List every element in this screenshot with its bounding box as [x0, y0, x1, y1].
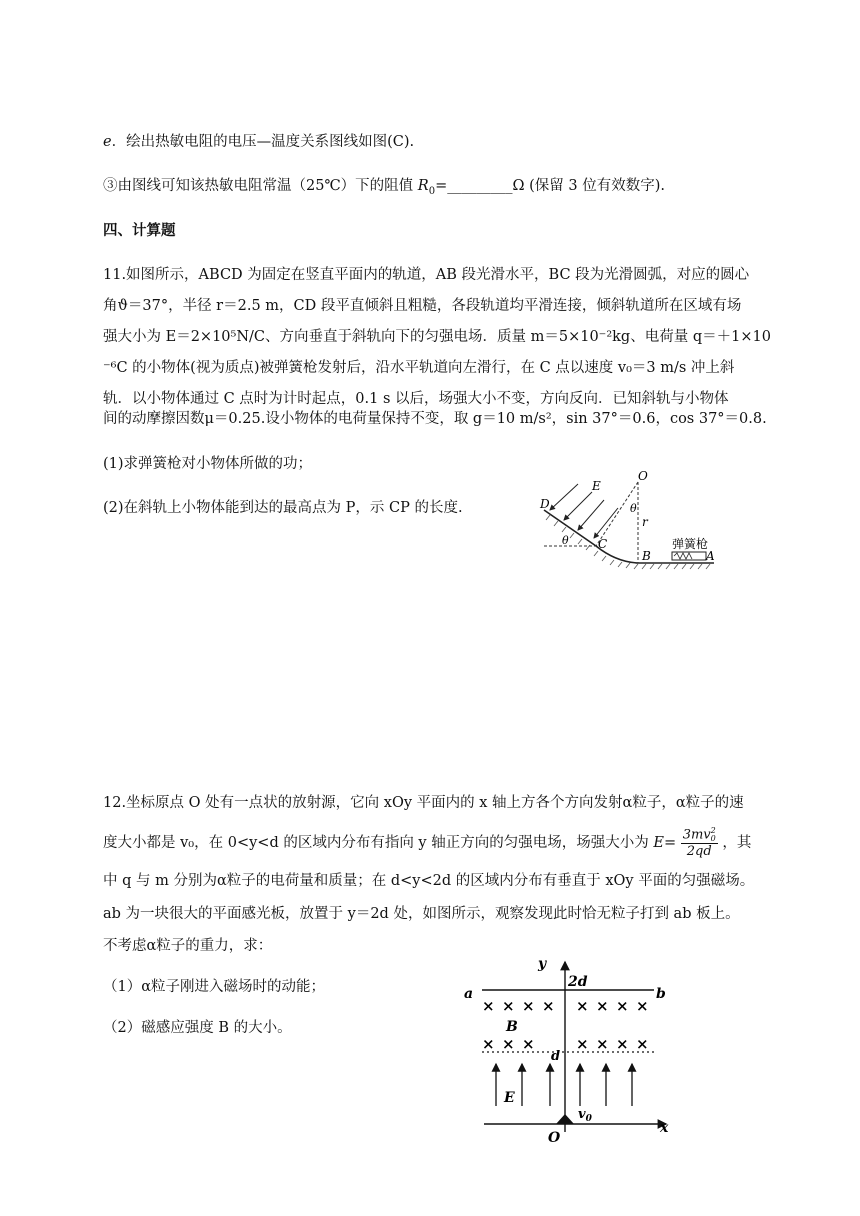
- svg-text:×: ×: [636, 1035, 649, 1053]
- spring-icon: [674, 553, 692, 559]
- q12-line-5: 不考虑α粒子的重力，求：: [103, 938, 273, 954]
- label-D: D: [540, 497, 550, 511]
- svg-text:×: ×: [616, 997, 629, 1015]
- label-E: E: [504, 1090, 515, 1106]
- svg-text:×: ×: [502, 997, 515, 1015]
- q12-line-3: 中 q 与 m 分别为α粒子的电荷量和质量；在 d<y<2d 的区域内分布有垂直于 xOy 平面的匀强磁场。: [103, 873, 755, 889]
- q11-line-4: ⁻⁶C 的小物体(视为质点)被弹簧枪发射后，沿水平轨道向左滑行，在 C 点以速度 v₀＝3 m/s 冲上斜: [103, 360, 735, 376]
- step-3-line: [103, 175, 665, 203]
- svg-text:×: ×: [522, 1035, 535, 1053]
- section-heading: 四、计算题: [103, 223, 176, 239]
- step-e-prefix: e: [103, 134, 112, 150]
- svg-text:×: ×: [576, 997, 589, 1015]
- label-B: B: [506, 1019, 518, 1035]
- label-x: x: [660, 1120, 669, 1136]
- label-A: A: [706, 549, 715, 563]
- formula-num: 3mv: [682, 827, 711, 843]
- q12-line-2: [103, 827, 751, 857]
- formula-den: 2qd: [686, 844, 712, 859]
- label-B: B: [642, 549, 651, 563]
- q11-line-3: 强大小为 E＝2×10⁵N/C、方向垂直于斜轨向下的匀强电场．质量 m＝5×10⁻²kg、电荷量 q＝＋1×10: [103, 329, 771, 345]
- label-y: y: [538, 956, 547, 972]
- q12-sub-1: （1）α粒子刚进入磁场时的动能；: [103, 979, 326, 995]
- svg-text:×: ×: [636, 997, 649, 1015]
- step-3-text-a: ③由图线可知该热敏电阻常温（25℃）下的阻值: [103, 178, 418, 194]
- svg-text:×: ×: [596, 1035, 609, 1053]
- q11-track-figure: [534, 470, 718, 570]
- label-v0: $v_0$: [578, 1107, 592, 1124]
- q12-field-figure: [460, 956, 674, 1144]
- q12-line-2b: ，其: [722, 835, 752, 851]
- radiation-source: [556, 1114, 574, 1124]
- e-field-arrows: [550, 484, 618, 538]
- svg-text:×: ×: [542, 997, 555, 1015]
- label-r: r: [642, 515, 648, 529]
- e-field-arrows: [496, 1064, 632, 1106]
- formula-sup: 2: [710, 826, 716, 835]
- label-theta-top: θ: [630, 502, 637, 515]
- step-3-sub: 0: [428, 185, 436, 197]
- q12-line-1: 12.坐标原点 O 处有一点状的放射源，它向 xOy 平面内的 x 轴上方各个方向发射α粒子，α粒子的速: [103, 795, 744, 811]
- label-spring-gun: 弹簧枪: [672, 537, 709, 551]
- label-O: O: [638, 470, 648, 483]
- q12-line-4: ab 为一块很大的平面感光板，放置于 y＝2d 处，如图所示，观察发现此时恰无粒子打到 ab 板上。: [103, 906, 740, 922]
- label-2d: 2d: [568, 974, 588, 990]
- step-3-var: R: [417, 178, 429, 194]
- step-e-text: ．绘出热敏电阻的电压—温度关系图线如图(C).: [111, 134, 415, 150]
- label-a: a: [464, 986, 474, 1002]
- svg-text:×: ×: [616, 1035, 629, 1053]
- formula-sub: 0: [710, 834, 716, 843]
- q11-sub-2: (2)在斜轨上小物体能到达的最高点为 P，示 CP 的长度.: [103, 500, 463, 516]
- svg-text:×: ×: [482, 997, 495, 1015]
- q12-sub-2: （2）磁感应强度 B 的大小。: [103, 1020, 292, 1036]
- label-C: C: [598, 537, 608, 551]
- formula-lhs: E=: [653, 835, 677, 851]
- step-3-text-b: =_________Ω (保留 3 位有效数字).: [435, 178, 665, 194]
- label-d: d: [551, 1049, 561, 1064]
- q11-sub-1: (1)求弹簧枪对小物体所做的功；: [103, 456, 313, 472]
- field-formula: [653, 827, 717, 859]
- svg-text:×: ×: [522, 997, 535, 1015]
- svg-text:×: ×: [596, 997, 609, 1015]
- label-E: E: [592, 479, 601, 493]
- svg-text:×: ×: [502, 1035, 515, 1053]
- svg-text:×: ×: [576, 1035, 589, 1053]
- q12-line-2a: 度大小都是 v₀，在 0<y<d 的区域内分布有指向 y 轴正方向的匀强电场，场强大小为: [103, 835, 649, 851]
- label-b: b: [656, 986, 666, 1002]
- q11-line-6: 间的动摩擦因数μ＝0.25.设小物体的电荷量保持不变，取 g＝10 m/s²，sin 37°＝0.6，cos 37°＝0.8.: [103, 411, 767, 427]
- svg-text:×: ×: [482, 1035, 495, 1053]
- q11-line-2: 角ϑ＝37°，半径 r＝2.5 m，CD 段平直倾斜且粗糙，各段轨道均平滑连接，倾斜轨道所在区域有场: [103, 298, 742, 314]
- q11-line-5: 轨．以小物体通过 C 点时为计时起点，0.1 s 以后，场强大小不变，方向反向．已知斜轨与小物体: [103, 391, 729, 407]
- label-O: O: [548, 1130, 561, 1144]
- step-e-line: [103, 131, 414, 153]
- label-theta-bottom: θ: [562, 534, 569, 547]
- q11-line-1: 11.如图所示，ABCD 为固定在竖直平面内的轨道，AB 段光滑水平，BC 段为光滑圆弧，对应的圆心: [103, 267, 750, 283]
